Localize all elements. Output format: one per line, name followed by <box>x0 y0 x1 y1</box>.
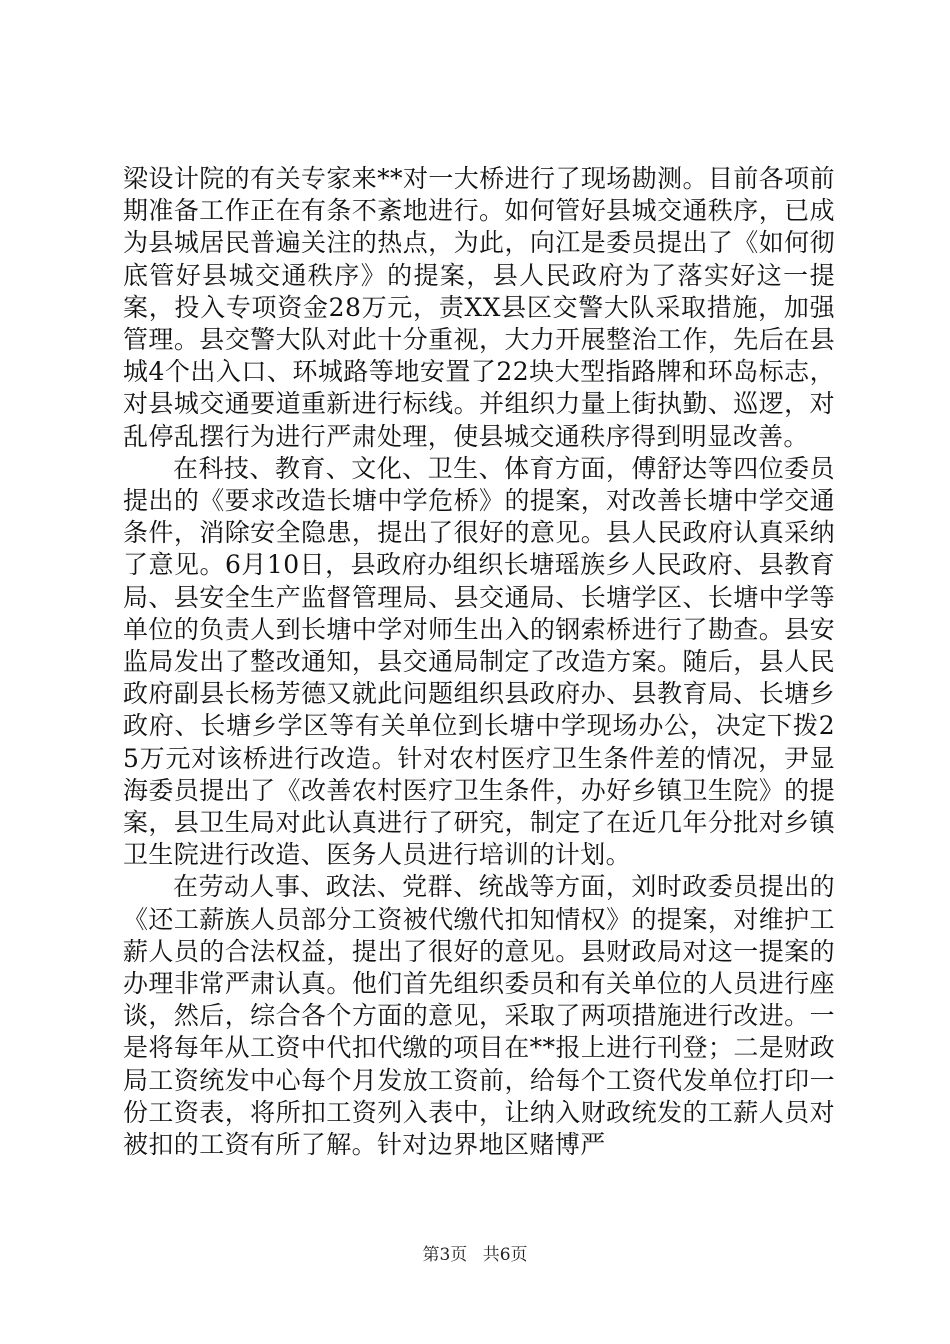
paragraph-3: 在劳动人事、政法、党群、统战等方面，刘时政委员提出的《还工薪族人员部分工资被代缴代扣知情权》的提案，对维护工薪人员的合法权益，提出了很好的意见。县财政局对这一提案的办理非常严肃认真。他们首先组织委员和有关单位的人员进行座谈，然后，综合各个方面的意见，采取了两项措施进行改进。一是将每年从工资中代扣代缴的项目在**报上进行刊登；二是财政局工资统发中心每个月发放工资前，给每个工资代发单位打印一份工资表，将所扣工资列入表中，让纳入财政统发的工薪人员对被扣的工资有所了解。针对边界地区赌博严 <box>123 872 835 1160</box>
page-number: 第3页 <box>422 1245 468 1265</box>
document-body <box>123 163 835 1161</box>
page-total: 共6页 <box>482 1245 528 1265</box>
paragraph-1: 梁设计院的有关专家来**对一大桥进行了现场勘测。目前各项前期准备工作正在有条不紊地进行。如何管好县城交通秩序，已成为县城居民普遍关注的热点，为此，向江是委员提出了《如何彻底管好县城交通秩序》的提案，县人民政府为了落实好这一提案，投入专项资金28万元，责XX县区交警大队采取措施，加强管理。县交警大队对此十分重视，大力开展整治工作，先后在县城4个出入口、环城路等地安置了22块大型指路牌和环岛标志，对县城交通要道重新进行标线。并组织力量上街执勤、巡逻，对乱停乱摆行为进行严肃处理，使县城交通秩序得到明显改善。 <box>123 164 835 451</box>
page-footer <box>0 1240 950 1265</box>
paragraph-2: 在科技、教育、文化、卫生、体育方面，傅舒达等四位委员提出的《要求改造长塘中学危桥》的提案，对改善长塘中学交通条件，消除安全隐患，提出了很好的意见。县人民政府认真采纳了意见。6月10日，县政府办组织长塘瑶族乡人民政府、县教育局、县安全生产监督管理局、县交通局、长塘学区、长塘中学等单位的负责人到长塘中学对师生出入的钢索桥进行了勘查。县安监局发出了整改通知，县交通局制定了改造方案。随后，县人民政府副县长杨芳德又就此问题组织县政府办、县教育局、长塘乡政府、长塘乡学区等有关单位到长塘中学现场办公，决定下拨25万元对该桥进行改造。针对农村医疗卫生条件差的情况，尹显海委员提出了《改善农村医疗卫生条件，办好乡镇卫生院》的提案，县卫生局对此认真进行了研究，制定了在近几年分批对乡镇卫生院进行改造、医务人员进行培训的计划。 <box>123 453 835 870</box>
